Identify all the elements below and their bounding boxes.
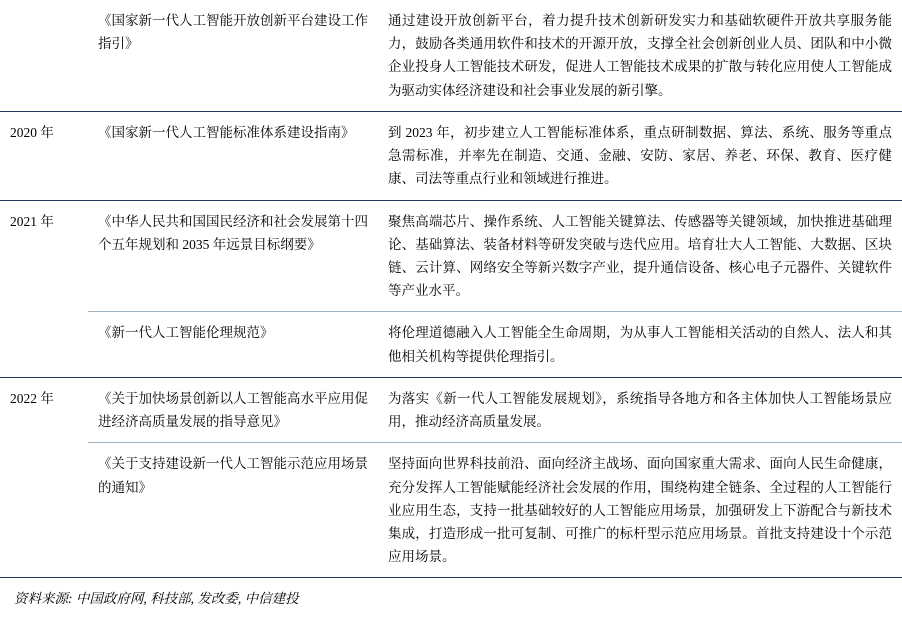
cell-policy-name: 《国家新一代人工智能标准体系建设指南》 [88,111,378,200]
table-row [0,443,902,578]
cell-year: 2021 年 [0,200,88,312]
cell-policy-name: 《国家新一代人工智能开放创新平台建设工作指引》 [98,13,368,52]
cell-policy-name: 《新一代人工智能伦理规范》 [88,312,378,377]
cell-year [0,0,88,111]
cell-policy-name: 《中华人民共和国国民经济和社会发展第十四个五年规划和 2035 年远景目标纲要》 [88,200,378,312]
cell-policy-name: 《关于加快场景创新以人工智能高水平应用促进经济高质量发展的指导意见》 [88,377,378,442]
cell-year: 2022 年 [0,377,88,442]
cell-policy-content: 到 2023 年，初步建立人工智能标准体系，重点研制数据、算法、系统、服务等重点急需标准，并率先在制造、交通、金融、安防、家居、养老、环保、教育、医疗健康、司法等重点行业和领域进行推进。 [378,111,902,200]
cell-policy-name: 《关于支持建设新一代人工智能示范应用场景的通知》 [88,443,378,578]
cell-policy-content: 聚焦高端芯片、操作系统、人工智能关键算法、传感器等关键领域，加快推进基础理论、基础算法、装备材料等研发突破与迭代应用。培育壮大人工智能、大数据、区块链、云计算、网络安全等新兴数字产业，提升通信设备、核心电子元器件、关键软件等产业水平。 [378,200,902,312]
cell-year [0,312,88,377]
table-row [0,312,902,377]
cell-policy-content: 坚持面向世界科技前沿、面向经济主战场、面向国家重大需求、面向人民生命健康，充分发挥人工智能赋能经济社会发展的作用，围绕构建全链条、全过程的人工智能行业应用生态，支持一批基础较好的人工智能应用场景，加强研发上下游配合与新技术集成，打造形成一批可复制、可推广的标杆型示范应用场景。首批支持建设十个示范应用场景。 [378,443,902,578]
cell-year: 2020 年 [0,111,88,200]
table-row [0,200,902,312]
cell-policy-content: 为落实《新一代人工智能发展规划》，系统指导各地方和各主体加快人工智能场景应用，推动经济高质量发展。 [378,377,902,442]
table-row [0,0,902,111]
source-note: 资料来源: 中国政府网, 科技部, 发改委, 中信建投 [14,591,299,607]
cell-policy-content: 将伦理道德融入人工智能全生命周期，为从事人工智能相关活动的自然人、法人和其他相关机构等提供伦理指引。 [378,312,902,377]
cell-year [0,443,88,578]
table-row [0,377,902,442]
table-row [0,111,902,200]
cell-policy-content: 通过建设开放创新平台，着力提升技术创新研发实力和基础软硬件开放共享服务能力，鼓励各类通用软件和技术的开源开放，支撑全社会创新创业人员、团队和中小微企业投身人工智能技术研发，促进人工智能技术成果的扩散与转化应用使人工智能成为驱动实体经济建设和社会事业发展的新引擎。 [388,13,892,98]
